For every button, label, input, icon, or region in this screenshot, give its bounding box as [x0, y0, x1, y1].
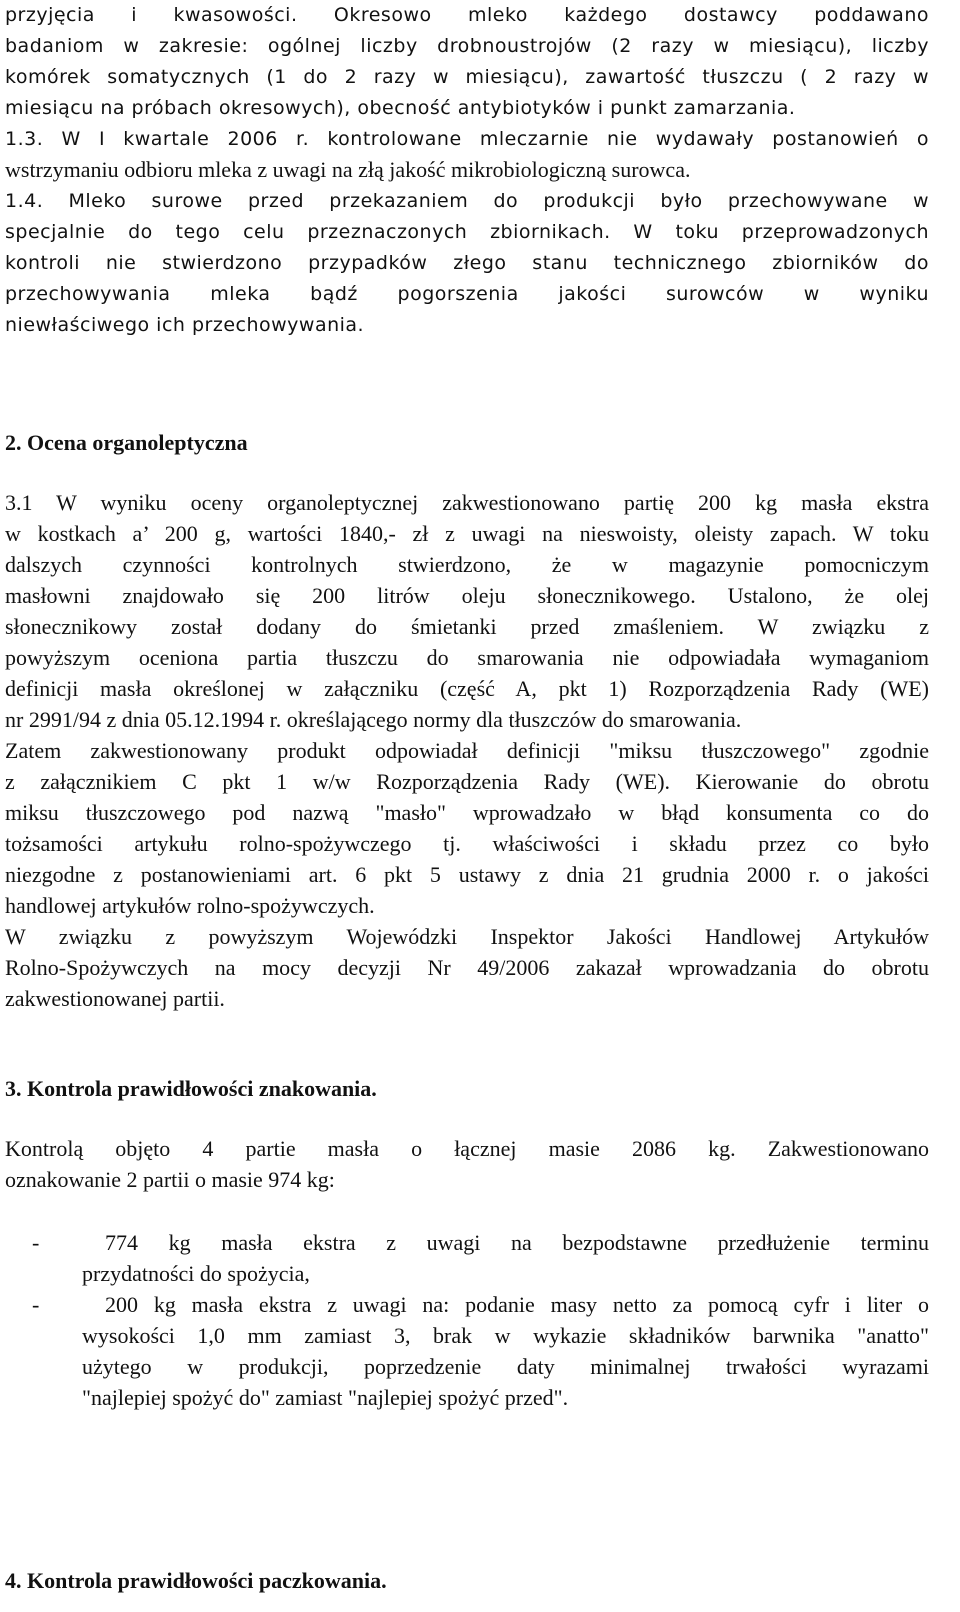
- text-line: niezgodne z postanowieniami art. 6 pkt 5 ustawy z dnia 21 grudnia 2000 r. o jakości: [5, 862, 929, 887]
- text-line: W związku z powyższym Wojewódzki Inspektor Jakości Handlowej Artykułów: [5, 924, 929, 949]
- text-line: wstrzymaniu odbioru mleka z uwagi na złą jakość mikrobiologiczną surowca.: [5, 157, 691, 182]
- text-line: kontroli nie stwierdzono przypadków złego stanu technicznego zbiorników do: [5, 252, 929, 274]
- section-heading-4: 4. Kontrola prawidłowości paczkowania.: [5, 1568, 387, 1593]
- list-bullet: -: [32, 1292, 40, 1317]
- text-line: komórek somatycznych (1 do 2 razy w miesiącu), zawartość tłuszczu ( 2 razy w: [5, 66, 929, 88]
- text-line: przechowywania mleka bądź pogorszenia jakości surowców w wyniku: [5, 283, 929, 305]
- text-line: dalszych czynności kontrolnych stwierdzono, że w magazynie pomocniczym: [5, 552, 929, 577]
- section-heading-3: 3. Kontrola prawidłowości znakowania.: [5, 1076, 377, 1101]
- text-line: 3.1 W wyniku oceny organoleptycznej zakwestionowano partię 200 kg masła ekstra: [5, 490, 929, 515]
- list-item-text: 774 kg masła ekstra z uwagi na bezpodstawne przedłużenie terminu: [105, 1230, 929, 1255]
- text-line: oznakowanie 2 partii o masie 974 kg:: [5, 1167, 335, 1192]
- text-line: miesiącu na próbach okresowych), obecność antybiotyków i punkt zamarzania.: [5, 97, 796, 119]
- section-heading-2: 2. Ocena organoleptyczna: [5, 430, 248, 455]
- text-line: słonecznikowy został dodany do śmietanki przed zmaśleniem. W związku z: [5, 614, 929, 639]
- text-line: miksu tłuszczowego pod nazwą "masło" wprowadzało w błąd konsumenta co do: [5, 800, 929, 825]
- text-line: masłowni znajdowało się 200 litrów oleju słonecznikowego. Ustalono, że olej: [5, 583, 929, 608]
- text-line: tożsamości artykułu rolno-spożywczego tj. właściwości i składu przez co było: [5, 831, 929, 856]
- text-line: Zatem zakwestionowany produkt odpowiadał definicji "miksu tłuszczowego" zgodnie: [5, 738, 929, 763]
- text-line: powyższym oceniona partia tłuszczu do smarowania nie odpowiadała wymaganiom: [5, 645, 929, 670]
- text-line: badaniom w zakresie: ogólnej liczby drobnoustrojów (2 razy w miesiącu), liczby: [5, 35, 929, 57]
- text-line: przyjęcia i kwasowości. Okresowo mleko każdego dostawcy poddawano: [5, 4, 929, 26]
- list-item-text: użytego w produkcji, poprzedzenie daty minimalnej trwałości wyrazami: [82, 1354, 929, 1379]
- list-item-text: przydatności do spożycia,: [82, 1261, 310, 1286]
- list-item-text: wysokości 1,0 mm zamiast 3, brak w wykazie składników barwnika "anatto": [82, 1323, 929, 1348]
- text-line: Kontrolą objęto 4 partie masła o łącznej masie 2086 kg. Zakwestionowano: [5, 1136, 929, 1161]
- text-line: specjalnie do tego celu przeznaczonych zbiornikach. W toku przeprowadzonych: [5, 221, 929, 243]
- text-line: z załącznikiem C pkt 1 w/w Rozporządzenia Rady (WE). Kierowanie do obrotu: [5, 769, 929, 794]
- text-line: 1.3. W I kwartale 2006 r. kontrolowane mleczarnie nie wydawały postanowień o: [5, 128, 929, 150]
- list-item-text: 200 kg masła ekstra z uwagi na: podanie masy netto za pomocą cyfr i liter o: [105, 1292, 929, 1317]
- text-line: zakwestionowanej partii.: [5, 986, 225, 1011]
- text-line: niewłaściwego ich przechowywania.: [5, 314, 365, 336]
- list-bullet: -: [32, 1230, 40, 1255]
- list-item-text: "najlepiej spożyć do" zamiast "najlepiej spożyć przed".: [82, 1385, 569, 1410]
- text-line: Rolno-Spożywczych na mocy decyzji Nr 49/2006 zakazał wprowadzania do obrotu: [5, 955, 929, 980]
- text-line: nr 2991/94 z dnia 05.12.1994 r. określającego normy dla tłuszczów do smarowania.: [5, 707, 742, 732]
- text-line: 1.4. Mleko surowe przed przekazaniem do produkcji było przechowywane w: [5, 190, 929, 212]
- text-line: handlowej artykułów rolno-spożywczych.: [5, 893, 375, 918]
- text-line: w kostkach a’ 200 g, wartości 1840,- zł z uwagi na nieswoisty, oleisty zapach. W toku: [5, 521, 929, 546]
- text-line: definicji masła określonej w załączniku (część A, pkt 1) Rozporządzenia Rady (WE): [5, 676, 929, 701]
